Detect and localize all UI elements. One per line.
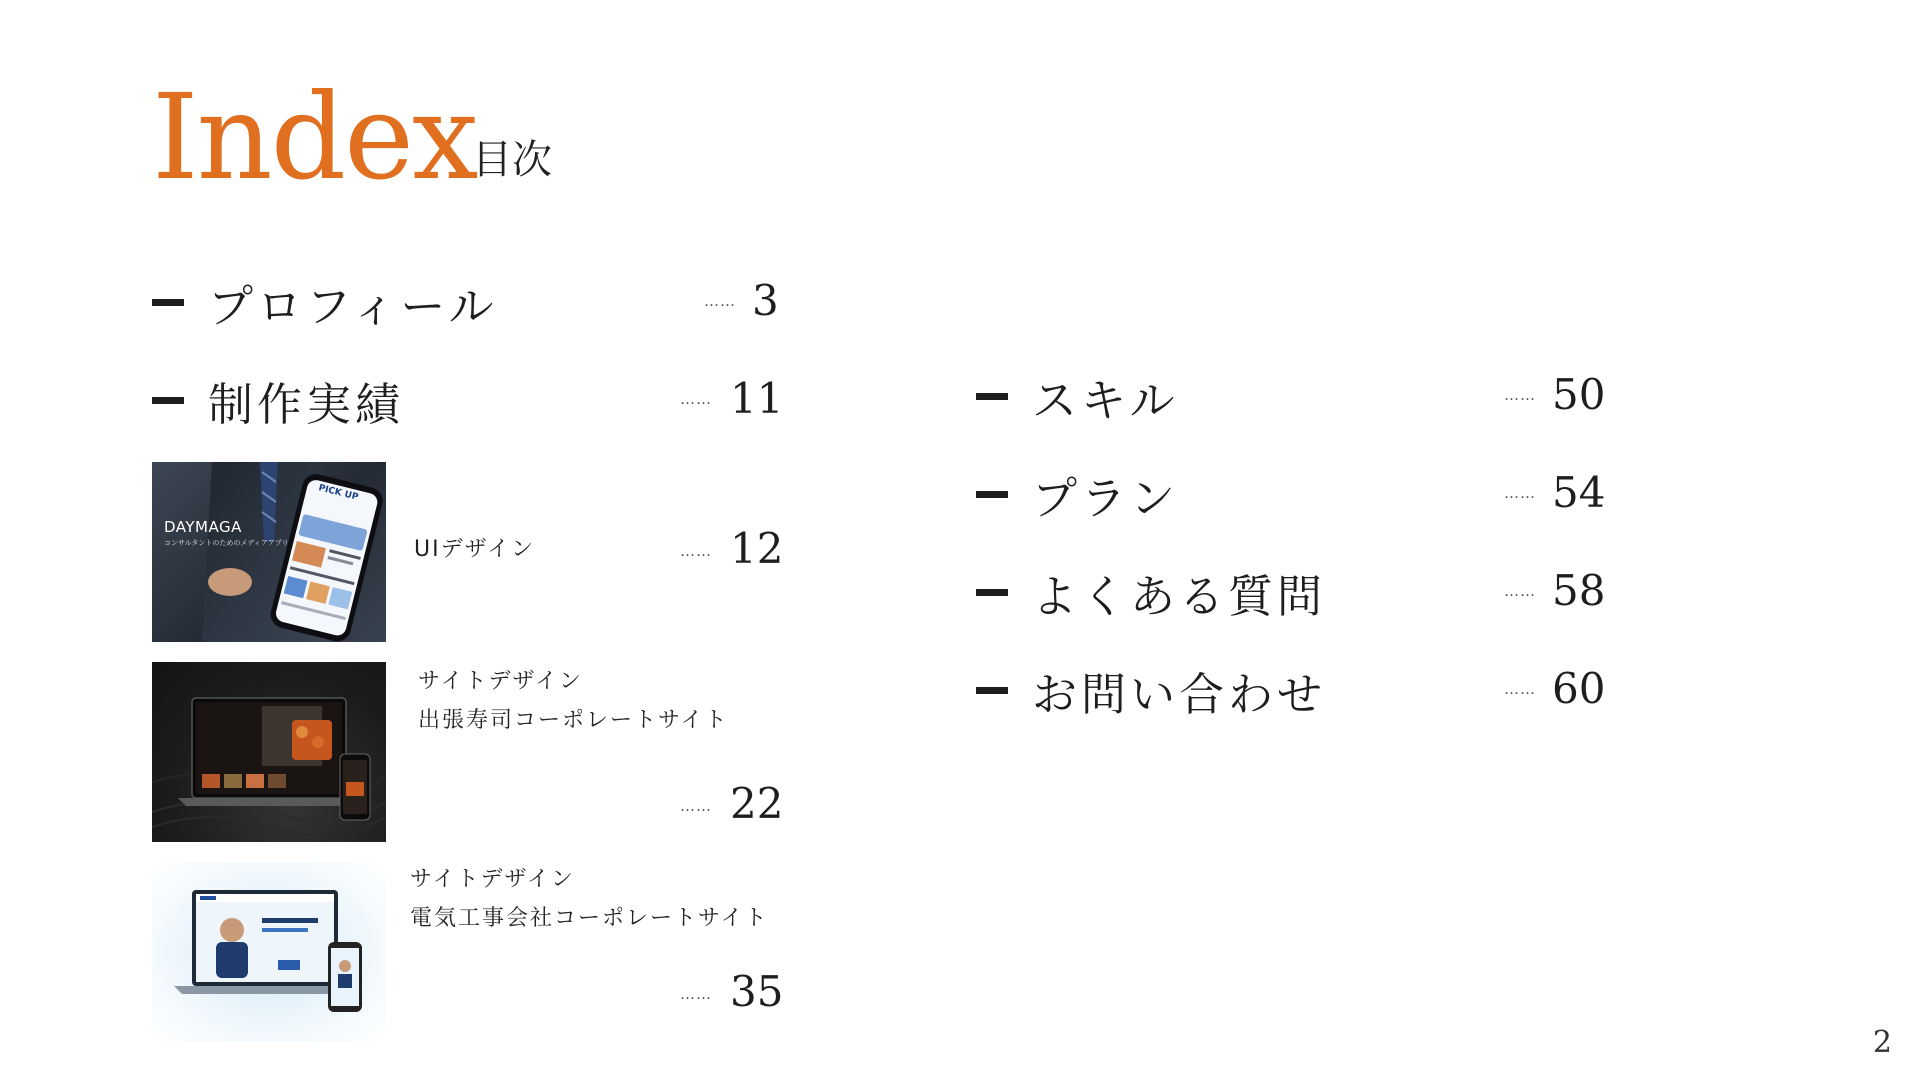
page-title-en: Index [152, 68, 477, 206]
toc-page-number: 11 [730, 374, 784, 423]
dash-icon [976, 687, 1008, 694]
leader-dots: …… [680, 390, 712, 408]
toc-page-number: 54 [1552, 468, 1606, 517]
slide-page-number: 2 [1872, 1025, 1892, 1060]
toc-page-number: 12 [730, 524, 784, 573]
laptop-mockup-icon [152, 862, 386, 1042]
page-title-ja: 目次 [472, 137, 552, 183]
thumb-title: DAYMAGA [164, 518, 242, 536]
leader-dots: …… [1504, 680, 1536, 698]
leader-dots: …… [1504, 582, 1536, 600]
toc-item-works[interactable] [152, 370, 404, 430]
leader-dots: …… [1504, 484, 1536, 502]
dash-icon [152, 397, 184, 404]
leader-dots: …… [680, 985, 712, 1003]
thumb-subtitle: コンサルタントのためのメディアアプリ [164, 539, 289, 547]
toc-page-number: 60 [1552, 664, 1606, 713]
toc-page-number: 50 [1552, 370, 1606, 419]
dash-icon [976, 589, 1008, 596]
work-name: 電気工事会社コーポレートサイト [410, 906, 769, 931]
phone-header-text: PICK UP [317, 483, 360, 503]
toc-page-number: 22 [730, 779, 784, 828]
toc-item-label: お問い合わせ [1032, 667, 1327, 721]
toc-item-skill[interactable] [976, 366, 1179, 426]
work-thumbnail-electric[interactable] [152, 862, 386, 1042]
toc-page-number: 35 [730, 967, 784, 1016]
dash-icon [152, 299, 184, 306]
leader-dots: …… [704, 292, 736, 310]
leader-dots: …… [1504, 386, 1536, 404]
work-thumbnail-daymaga[interactable] [152, 462, 386, 642]
laptop-mockup-icon [152, 662, 386, 842]
toc-item-label: よくある質問 [1032, 569, 1327, 623]
phone-mockup-icon [152, 462, 386, 642]
leader-dots: …… [680, 542, 712, 560]
work-category: サイトデザイン [418, 669, 583, 694]
toc-item-label: プロフィール [208, 279, 498, 333]
work-thumbnail-sushi[interactable] [152, 662, 386, 842]
toc-item-label: スキル [1032, 373, 1179, 427]
toc-item-profile[interactable] [152, 272, 498, 332]
toc-item-plan[interactable] [976, 464, 1179, 524]
leader-dots: …… [680, 797, 712, 815]
toc-item-contact[interactable] [976, 660, 1326, 720]
work-category: UIデザイン [414, 537, 536, 562]
toc-item-faq[interactable] [976, 562, 1326, 622]
toc-page-number: 58 [1552, 566, 1606, 615]
toc-item-label: プラン [1032, 471, 1180, 525]
toc-item-label: 制作実績 [208, 377, 405, 431]
dash-icon [976, 491, 1008, 498]
toc-page-number: 3 [752, 276, 779, 325]
work-name: 出張寿司コーポレートサイト [418, 708, 729, 733]
dash-icon [976, 393, 1008, 400]
work-category: サイトデザイン [410, 867, 575, 892]
